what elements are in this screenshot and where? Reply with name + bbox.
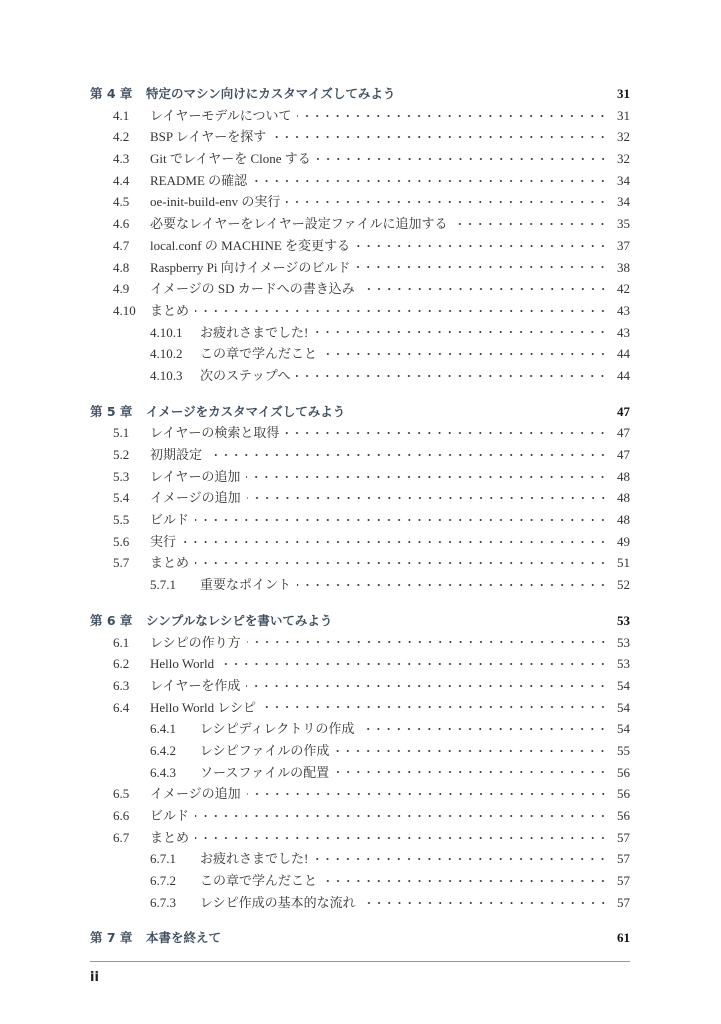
- entry-number: 4.7: [113, 237, 130, 253]
- entry-page: 43: [617, 302, 630, 318]
- entry-title: イメージの SD カードへの書き込み: [150, 281, 355, 297]
- entry-number: 4.10: [113, 302, 136, 318]
- page-number: ii: [90, 970, 99, 985]
- toc-section-entry[interactable]: [90, 827, 630, 849]
- entry-page: 47: [617, 403, 630, 419]
- entry-number: 4.5: [113, 194, 130, 210]
- dot-leader: [317, 154, 608, 164]
- entry-page: 54: [617, 677, 630, 693]
- toc-section-entry[interactable]: [90, 531, 630, 553]
- toc-chapter-entry[interactable]: [90, 401, 630, 423]
- toc-section-entry[interactable]: [90, 191, 630, 213]
- entry-page: 61: [617, 930, 630, 946]
- entry-number: 5.7: [113, 555, 130, 571]
- entry-number: 5.5: [113, 512, 130, 528]
- toc-section-entry[interactable]: [90, 278, 630, 300]
- entry-title: まとめ: [150, 555, 190, 571]
- entry-number: 第 5 章: [90, 403, 133, 419]
- toc-section-entry[interactable]: [90, 805, 630, 827]
- entry-title: まとめ: [150, 829, 190, 845]
- entry-title: イメージをカスタマイズしてみよう: [146, 403, 346, 419]
- toc-section-entry[interactable]: [90, 170, 630, 192]
- entry-page: 32: [617, 129, 630, 145]
- toc-chapter-entry[interactable]: [90, 927, 630, 949]
- dot-leader: [362, 898, 608, 908]
- dot-leader: [361, 284, 608, 294]
- dot-leader: [286, 197, 608, 207]
- entry-number: 5.7.1: [150, 577, 176, 593]
- entry-number: 5.4: [113, 490, 130, 506]
- toc-section-entry[interactable]: [90, 653, 630, 675]
- entry-page: 47: [617, 447, 630, 462]
- entry-page: 38: [617, 259, 630, 275]
- entry-title: イメージの追加: [150, 490, 241, 506]
- toc-section-entry[interactable]: [90, 675, 630, 697]
- entry-page: 35: [617, 216, 630, 232]
- entry-number: 4.3: [113, 151, 130, 167]
- entry-title: 本書を終えて: [146, 930, 222, 946]
- dot-leader: [262, 702, 608, 712]
- entry-page: 57: [617, 851, 630, 867]
- toc-subsection-entry[interactable]: [90, 574, 630, 596]
- dot-leader: [323, 349, 608, 359]
- entry-title: お疲れさまでした!: [200, 324, 309, 340]
- entry-title: ビルド: [150, 808, 190, 823]
- dot-leader: [182, 537, 608, 547]
- entry-title: レシピの作り方: [150, 634, 241, 650]
- entry-number: 4.2: [113, 129, 130, 145]
- toc-chapter-entry[interactable]: [90, 610, 630, 632]
- toc-subsection-entry[interactable]: [90, 848, 630, 870]
- toc-section-entry[interactable]: [90, 552, 630, 574]
- dot-leader: [246, 681, 608, 691]
- toc-subsection-entry[interactable]: [90, 870, 630, 892]
- entry-number: 4.10.3: [150, 367, 183, 383]
- entry-title: ビルド: [150, 512, 190, 528]
- dot-leader: [195, 306, 608, 316]
- toc-section-entry[interactable]: [90, 148, 630, 170]
- toc-section-entry[interactable]: [90, 235, 630, 257]
- entry-page: 37: [617, 237, 630, 253]
- dot-leader: [314, 327, 608, 337]
- dot-leader: [195, 515, 608, 525]
- footer-rule: [90, 961, 630, 962]
- dot-leader: [297, 580, 608, 590]
- dot-leader: [356, 262, 608, 272]
- dot-leader: [296, 371, 608, 381]
- entry-page: 44: [617, 346, 630, 362]
- entry-page: 57: [617, 873, 630, 889]
- dot-leader: [195, 811, 608, 821]
- entry-title: 重要なポイント: [200, 577, 292, 593]
- entry-title: レイヤーの検索と取得: [150, 425, 280, 441]
- entry-page: 31: [617, 107, 630, 123]
- entry-title: レイヤーを作成: [150, 677, 241, 693]
- entry-title: お疲れさまでした!: [200, 851, 309, 867]
- dot-leader: [351, 406, 608, 416]
- entry-title: README の確認: [150, 172, 248, 188]
- entry-number: 4.6: [113, 216, 130, 232]
- toc-section-entry[interactable]: [90, 487, 630, 509]
- entry-page: 56: [617, 786, 630, 802]
- entry-page: 49: [617, 533, 630, 549]
- toc-subsection-entry[interactable]: [90, 892, 630, 914]
- dot-leader: [247, 493, 608, 503]
- entry-page: 56: [617, 764, 630, 780]
- entry-number: 6.4.2: [150, 742, 176, 758]
- entry-number: 6.4.1: [150, 721, 176, 737]
- entry-number: 5.6: [113, 533, 130, 549]
- toc-section-entry[interactable]: [90, 257, 630, 279]
- entry-page: 48: [617, 490, 630, 506]
- dot-leader: [401, 89, 608, 99]
- entry-title: レシピディレクトリの作成: [200, 721, 355, 737]
- entry-title: Hello World レシピ: [150, 699, 256, 715]
- entry-page: 53: [617, 634, 630, 650]
- dot-leader: [227, 933, 608, 943]
- entry-number: 4.8: [113, 259, 130, 275]
- entry-number: 4.4: [113, 172, 130, 188]
- entry-number: 5.1: [113, 425, 130, 441]
- dot-leader: [360, 724, 608, 734]
- dot-leader: [314, 854, 608, 864]
- entry-page: 34: [617, 194, 630, 210]
- entry-title: レシピファイルの作成: [200, 742, 330, 758]
- entry-number: 6.6: [113, 808, 130, 823]
- dot-leader: [272, 132, 608, 142]
- entry-page: 57: [617, 894, 630, 910]
- toc-section-entry[interactable]: [90, 105, 630, 127]
- toc-section-entry[interactable]: [90, 783, 630, 805]
- entry-number: 4.9: [113, 281, 130, 297]
- entry-page: 54: [617, 721, 630, 737]
- entry-page: 47: [617, 425, 630, 441]
- toc-section-entry[interactable]: [90, 509, 630, 531]
- entry-page: 48: [617, 468, 630, 484]
- entry-title: 次のステップへ: [200, 367, 291, 383]
- entry-title: まとめ: [150, 302, 190, 318]
- toc-subsection-entry[interactable]: [90, 718, 630, 740]
- entry-page: 31: [617, 86, 630, 101]
- entry-title: Git でレイヤーを Clone する: [150, 151, 311, 167]
- entry-title: 特定のマシン向けにカスタマイズしてみよう: [146, 86, 396, 101]
- entry-page: 48: [617, 512, 630, 528]
- dot-leader: [338, 616, 608, 626]
- toc-section-entry[interactable]: [90, 126, 630, 148]
- entry-title: Raspberry Pi 向けイメージのビルド: [150, 259, 351, 275]
- entry-number: 第 4 章: [90, 86, 133, 101]
- dot-leader: [220, 659, 608, 669]
- dot-leader: [246, 472, 608, 482]
- toc-subsection-entry[interactable]: [90, 343, 630, 365]
- entry-page: 42: [617, 281, 630, 297]
- entry-number: 第 6 章: [90, 612, 133, 628]
- entry-page: 44: [617, 367, 630, 383]
- entry-title: oe-init-build-env の実行: [150, 194, 281, 210]
- toc-subsection-entry[interactable]: [90, 740, 630, 762]
- toc-section-entry[interactable]: [90, 213, 630, 235]
- entry-title: ソースファイルの配置: [200, 764, 330, 780]
- dot-leader: [208, 450, 608, 460]
- table-of-contents: [90, 83, 630, 949]
- dot-leader: [453, 219, 608, 229]
- entry-number: 4.1: [113, 107, 130, 123]
- entry-title: local.conf の MACHINE を変更する: [150, 237, 351, 253]
- dot-leader: [356, 241, 608, 251]
- dot-leader: [195, 833, 608, 843]
- entry-title: Hello World: [150, 656, 215, 672]
- entry-number: 5.2: [113, 447, 130, 462]
- entry-page: 57: [617, 829, 630, 845]
- entry-page: 54: [617, 699, 630, 715]
- dot-leader: [323, 876, 608, 886]
- entry-page: 55: [617, 742, 630, 758]
- toc-section-entry[interactable]: [90, 466, 630, 488]
- entry-number: 第 7 章: [90, 930, 133, 946]
- toc-subsection-entry[interactable]: [90, 365, 630, 387]
- toc-section-entry[interactable]: [90, 444, 630, 466]
- entry-title: レイヤーモデルについて: [150, 107, 292, 123]
- dot-leader: [297, 111, 608, 121]
- entry-number: 6.2: [113, 656, 130, 672]
- entry-number: 6.5: [113, 786, 130, 802]
- entry-number: 6.3: [113, 677, 130, 693]
- toc-section-entry[interactable]: [90, 422, 630, 444]
- dot-leader: [253, 176, 608, 186]
- entry-title: レイヤーの追加: [150, 468, 241, 484]
- entry-number: 6.1: [113, 634, 130, 650]
- entry-page: 51: [617, 555, 630, 571]
- entry-number: 6.4.3: [150, 764, 176, 780]
- toc-section-entry[interactable]: [90, 300, 630, 322]
- entry-number: 5.3: [113, 468, 130, 484]
- entry-number: 4.10.1: [150, 324, 183, 340]
- entry-number: 6.7.3: [150, 894, 176, 910]
- entry-number: 4.10.2: [150, 346, 183, 362]
- entry-number: 6.7.1: [150, 851, 176, 867]
- entry-page: 53: [617, 656, 630, 672]
- toc-subsection-entry[interactable]: [90, 322, 630, 344]
- entry-number: 6.7: [113, 829, 130, 845]
- toc-subsection-entry[interactable]: [90, 762, 630, 784]
- entry-number: 6.7.2: [150, 873, 176, 889]
- dot-leader: [335, 767, 608, 777]
- entry-page: 52: [617, 577, 630, 593]
- entry-title: シンプルなレシピを書いてみよう: [146, 612, 333, 628]
- entry-page: 43: [617, 324, 630, 340]
- entry-title: この章で学んだこと: [200, 873, 318, 889]
- entry-page: 34: [617, 172, 630, 188]
- entry-page: 53: [617, 612, 630, 628]
- dot-leader: [285, 428, 608, 438]
- entry-page: 56: [617, 808, 630, 823]
- toc-section-entry[interactable]: [90, 697, 630, 719]
- entry-title: BSP レイヤーを探す: [150, 129, 267, 145]
- entry-title: 初期設定: [150, 447, 203, 462]
- dot-leader: [195, 558, 608, 568]
- toc-section-entry[interactable]: [90, 632, 630, 654]
- entry-title: レシピ作成の基本的な流れ: [200, 894, 356, 910]
- dot-leader: [335, 746, 608, 756]
- entry-title: イメージの追加: [150, 786, 241, 802]
- dot-leader: [247, 637, 608, 647]
- entry-page: 32: [617, 151, 630, 167]
- toc-chapter-entry[interactable]: [90, 83, 630, 105]
- entry-title: 必要なレイヤーをレイヤー設定ファイルに追加する: [150, 216, 448, 232]
- entry-title: 実行: [150, 533, 177, 549]
- dot-leader: [247, 789, 608, 799]
- entry-title: この章で学んだこと: [200, 346, 318, 362]
- entry-number: 6.4: [113, 699, 130, 715]
